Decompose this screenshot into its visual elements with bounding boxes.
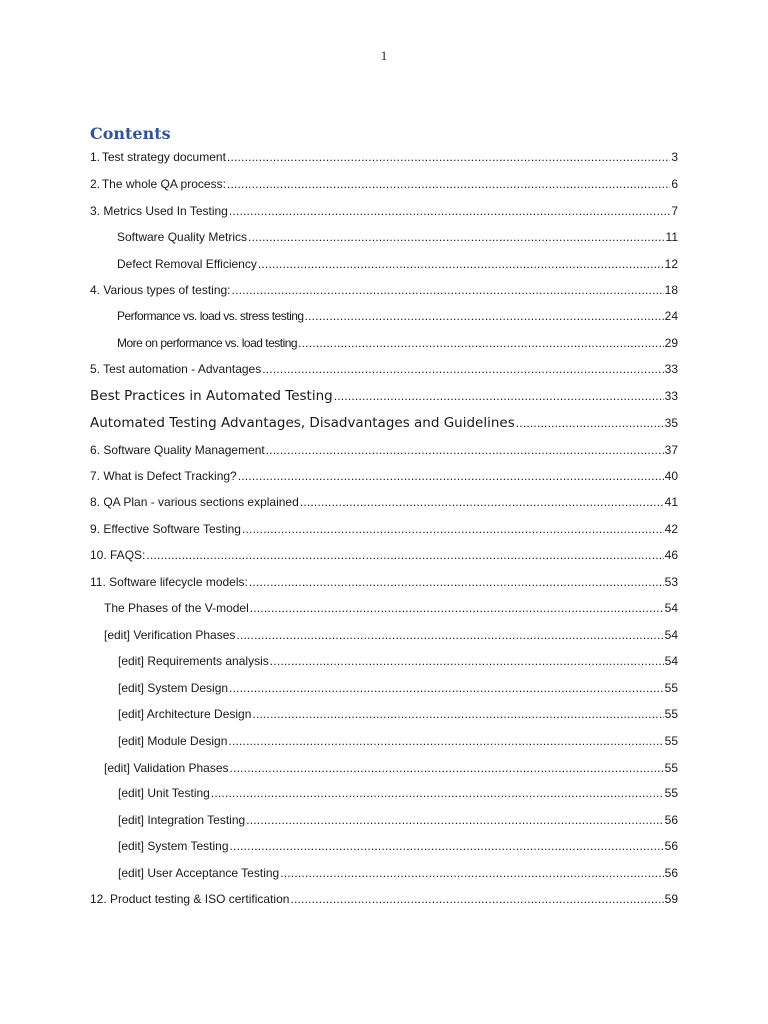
toc-entry-page: 12 [664,257,678,271]
toc-entry[interactable] [104,625,678,645]
toc-entry-title: Automated Testing Advantages, Disadvantages and Guidelines [90,415,515,431]
toc-entry-title: The Phases of the V-model [104,601,249,615]
toc-entry-page: 54 [664,601,678,615]
dot-leader [305,306,664,326]
dot-leader [229,678,664,698]
toc-entry-page: 46 [664,548,678,562]
toc-entry-page: 33 [664,362,678,376]
toc-entry-title: 12. Product testing & ISO certification [90,892,290,906]
toc-entry[interactable] [90,174,678,194]
toc-entry-page: 53 [664,575,678,589]
toc-entry-title: 3. Metrics Used In Testing [90,204,228,218]
dot-leader [248,227,664,247]
toc-entry-title: 4. Various types of testing: [90,283,231,297]
toc-entry-title: [edit] Unit Testing [118,786,210,800]
toc-entry[interactable] [117,254,678,274]
toc-entry-title: The whole QA process: [101,177,226,191]
dot-leader [290,889,663,909]
toc-entry[interactable] [90,201,678,221]
toc-entry[interactable] [118,651,678,671]
toc-entry-page: 33 [664,389,678,403]
toc-entry-title: Best Practices in Automated Testing [90,388,333,404]
toc-entry[interactable] [90,280,678,300]
dot-leader [250,598,664,618]
dot-leader [270,651,664,671]
toc-entry-title: Performance vs. load vs. stress testing [117,309,304,323]
toc-entry[interactable] [90,147,678,167]
toc-entry[interactable] [117,306,678,326]
toc-entry-page: 55 [664,681,678,695]
toc-entry[interactable] [118,836,678,856]
toc-entry-number: 1. [90,150,101,164]
toc-entry-title: More on performance vs. load testing [117,336,298,350]
dot-leader [298,333,664,353]
toc-entry-title: 10. FAQS: [90,548,146,562]
dot-leader [230,836,664,856]
toc-entry[interactable] [104,758,678,778]
toc-entry-page: 24 [664,309,678,323]
toc-entry-title: 6. Software Quality Management [90,443,265,457]
toc-entry-page: 6 [671,177,678,191]
toc-entry-page: 55 [664,734,678,748]
toc-entry[interactable] [117,333,678,353]
dot-leader [300,492,664,512]
toc-entry-number: 2. [90,177,101,191]
toc-entry[interactable] [118,810,678,830]
toc-entry-title: Test strategy document [101,150,226,164]
toc-entry-title: Software Quality Metrics [117,230,248,244]
toc-entry[interactable] [118,678,678,698]
toc-entry-page: 56 [664,813,678,827]
dot-leader [236,625,663,645]
toc-entry[interactable] [90,545,678,565]
dot-leader [258,254,664,274]
toc-entry-page: 55 [664,786,678,800]
dot-leader [252,704,663,724]
dot-leader [229,201,670,221]
toc-entry[interactable] [90,889,678,909]
dot-leader [227,174,670,194]
toc-entry-page: 7 [671,204,678,218]
dot-leader [262,359,663,379]
toc-entry-page: 54 [664,628,678,642]
dot-leader [211,783,664,803]
toc-entry-page: 40 [664,469,678,483]
dot-leader [238,466,664,486]
toc-entry[interactable] [104,598,678,618]
toc-entry[interactable] [118,731,678,751]
dot-leader [146,545,663,565]
dot-leader [246,810,663,830]
toc-entry-title: Defect Removal Efficiency [117,257,257,271]
toc-entry[interactable] [118,863,678,883]
toc-entry-title: 7. What is Defect Tracking? [90,469,237,483]
toc-entry-page: 11 [665,230,678,244]
toc-entry-title: 11. Software lifecycle models: [90,575,248,589]
toc-entry-title: [edit] Architecture Design [118,707,252,721]
toc-entry[interactable] [90,519,678,539]
toc-entry-page: 56 [664,839,678,853]
toc-entry-title: [edit] System Testing [118,839,229,853]
toc-entry-title: [edit] Module Design [118,734,228,748]
toc-entry[interactable] [118,704,678,724]
toc-entry[interactable] [90,359,678,379]
toc-entry-title: [edit] Requirements analysis [118,654,269,668]
toc-entry-title: [edit] Validation Phases [104,761,229,775]
toc-entry[interactable] [90,413,678,433]
toc-entry-title: [edit] User Acceptance Testing [118,866,280,880]
toc-entry[interactable] [117,227,678,247]
dot-leader [232,280,664,300]
toc-entry-page: 54 [664,654,678,668]
toc-entry[interactable] [90,440,678,460]
toc-entry-page: 3 [671,150,678,164]
page-number: 1 [380,48,388,63]
toc-entry-page: 55 [664,761,678,775]
dot-leader [266,440,664,460]
dot-leader [516,413,664,433]
toc-entry-page: 35 [664,416,678,430]
toc-entry-title: 9. Effective Software Testing [90,522,241,536]
dot-leader [249,572,664,592]
toc-entry[interactable] [90,492,678,512]
toc-entry-page: 37 [664,443,678,457]
toc-entry-title: [edit] Integration Testing [118,813,246,827]
dot-leader [242,519,664,539]
toc-entry-page: 59 [664,892,678,906]
toc-entry-title: [edit] System Design [118,681,229,695]
toc-entry-page: 42 [664,522,678,536]
toc-entry-page: 56 [664,866,678,880]
toc-entry-title: [edit] Verification Phases [104,628,236,642]
toc-entry[interactable] [90,386,678,406]
toc-heading: Contents [90,124,171,143]
dot-leader [228,731,663,751]
toc-entry-title: 5. Test automation - Advantages [90,362,262,376]
toc-entry-page: 29 [664,336,678,350]
toc-entry[interactable] [90,466,678,486]
toc-entry-page: 55 [664,707,678,721]
toc-entry-page: 41 [664,495,678,509]
dot-leader [230,758,664,778]
toc-entry[interactable] [90,572,678,592]
toc-entry[interactable] [118,783,678,803]
dot-leader [334,386,664,406]
toc-entry-title: 8. QA Plan - various sections explained [90,495,299,509]
dot-leader [280,863,663,883]
dot-leader [227,147,670,167]
toc-entry-page: 18 [664,283,678,297]
